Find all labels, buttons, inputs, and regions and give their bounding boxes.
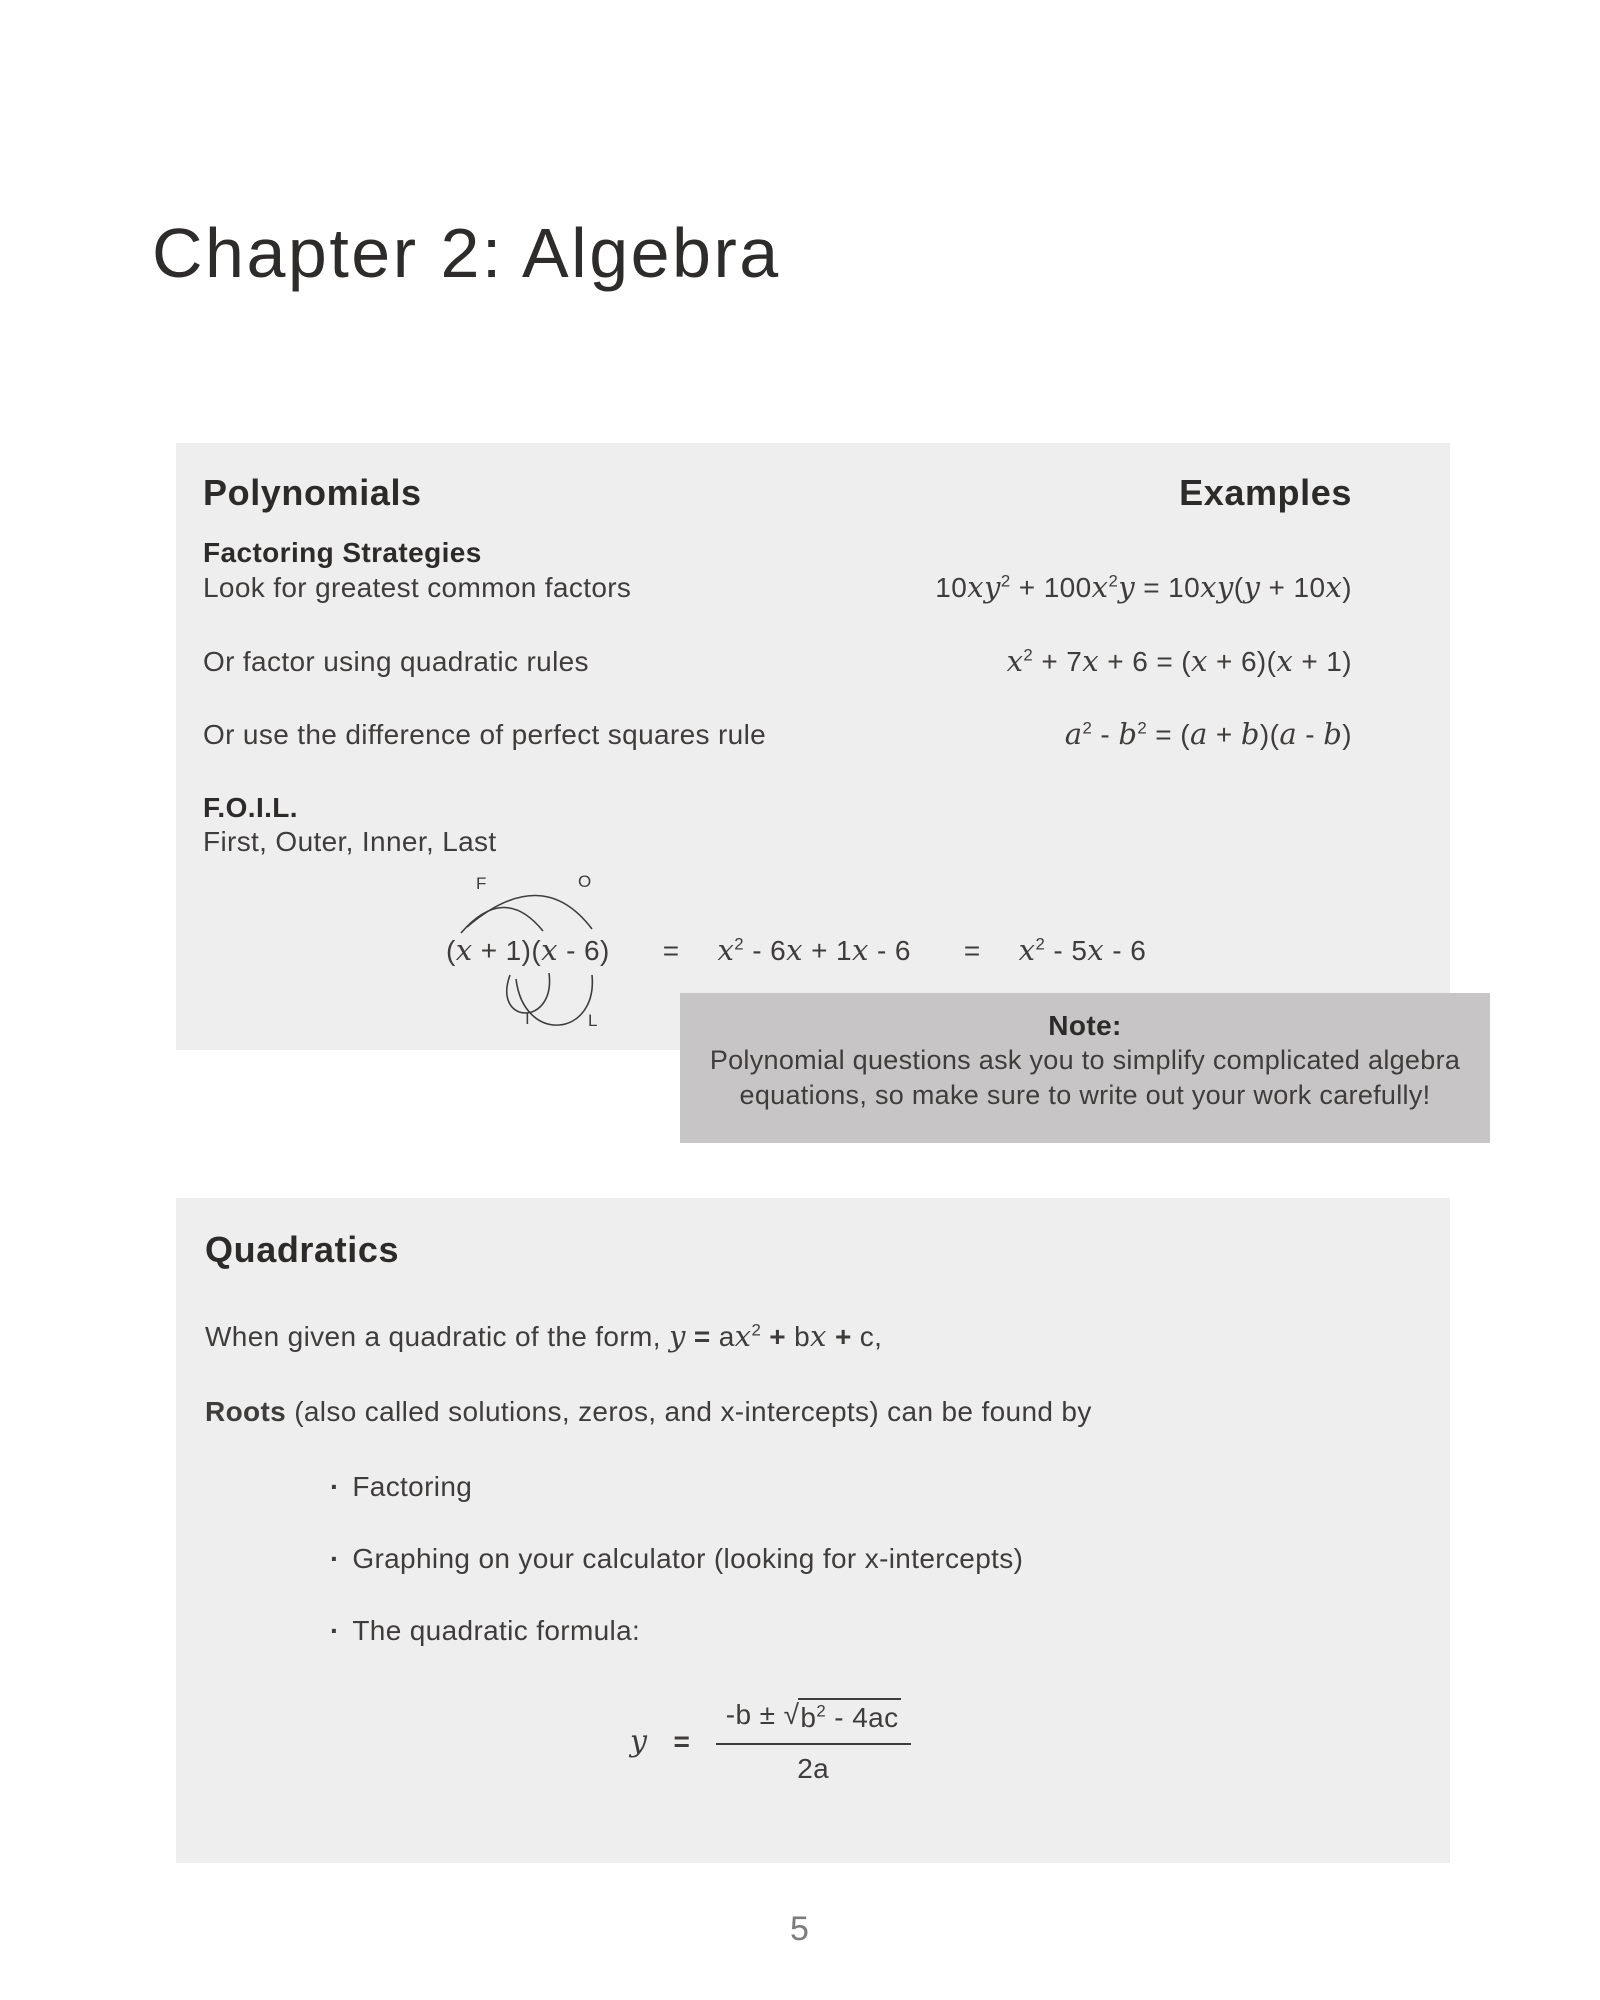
strategy-row [203,570,1352,606]
quadratic-formula [630,1698,911,1785]
factoring-strategies-heading: Factoring Strategies [203,537,482,569]
method-label: · Factoring [352,1470,473,1502]
foil-arc-outer [467,896,592,930]
note-text: Polynomial questions ask you to simplify complicated algebra equations, so make sure to write out your work carefully! [709,1045,1461,1110]
examples-heading: Examples [1179,472,1352,513]
example-equation: $x^2 + 7x + 6 = (x + 6)(x + 1)$ [1006,643,1352,678]
polynomials-heading: Polynomials [203,472,422,513]
list-item [330,1470,1352,1504]
equals-sign: = [662,935,680,967]
foil-expansion: $x^2 - 6x + 1x - 6$ [717,933,911,968]
example-equation: $10xy^2 + 100x^2y = 10xy(y + 10x)$ [935,570,1352,605]
list-item [330,1542,1352,1576]
equals-sign: = [963,935,981,967]
list-item [330,1614,1352,1648]
note-heading: Note: [1048,1010,1122,1041]
quadratics-panel [176,1198,1450,1863]
strategy-label: Look for greatest common factors [203,572,632,604]
strategy-label: Or use the difference of perfect squares rule [203,719,767,751]
foil-arc-inner [507,973,550,1013]
foil-label-inner: I [525,1009,530,1029]
foil-equation-row [446,933,1146,969]
method-label: · The quadratic formula: [352,1615,641,1647]
method-label: · Graphing on your calculator (looking for x-intercepts) [352,1543,1024,1575]
page-title: Chapter 2: Algebra [152,214,781,292]
formula-lhs: y [630,1723,648,1759]
foil-label-first: F [476,874,487,894]
foil-subtitle: First, Outer, Inner, Last [203,826,497,858]
polynomials-panel [176,443,1450,1050]
foil-label-outer: O [578,872,592,892]
methods-list [205,1470,1352,1648]
quadratics-heading: Quadratics [205,1229,400,1270]
roots-line: Roots (also called solutions, zeros, and x-intercepts) can be found by [205,1395,1092,1427]
panel-heading-row [203,471,1352,514]
example-equation: $a^2 - b^2 = (a + b)(a - b)$ [1064,717,1352,752]
strategy-row [203,717,1352,753]
foil-heading: F.O.I.L. [203,791,298,823]
foil-expression: (x + 1)(x - 6) [446,933,610,968]
foil-arc-first [461,908,543,934]
strategy-label: Or factor using quadratic rules [203,645,589,677]
formula-numerator: -b ± √ $b^2 - 4ac$ [716,1698,911,1744]
foil-simplified: $x^2 - 5x - 6$ [1018,933,1147,968]
formula-fraction [716,1698,911,1785]
equals-sign: = [673,1726,690,1757]
note-box [680,993,1490,1143]
strategy-row [203,644,1352,680]
foil-label-last: L [588,1011,598,1031]
page-number: 5 [790,1910,810,1948]
formula-denominator: 2a [797,1752,830,1784]
quadratics-intro: When given a quadratic of the form, $y = ax^2$ + bx + c, [205,1319,883,1354]
